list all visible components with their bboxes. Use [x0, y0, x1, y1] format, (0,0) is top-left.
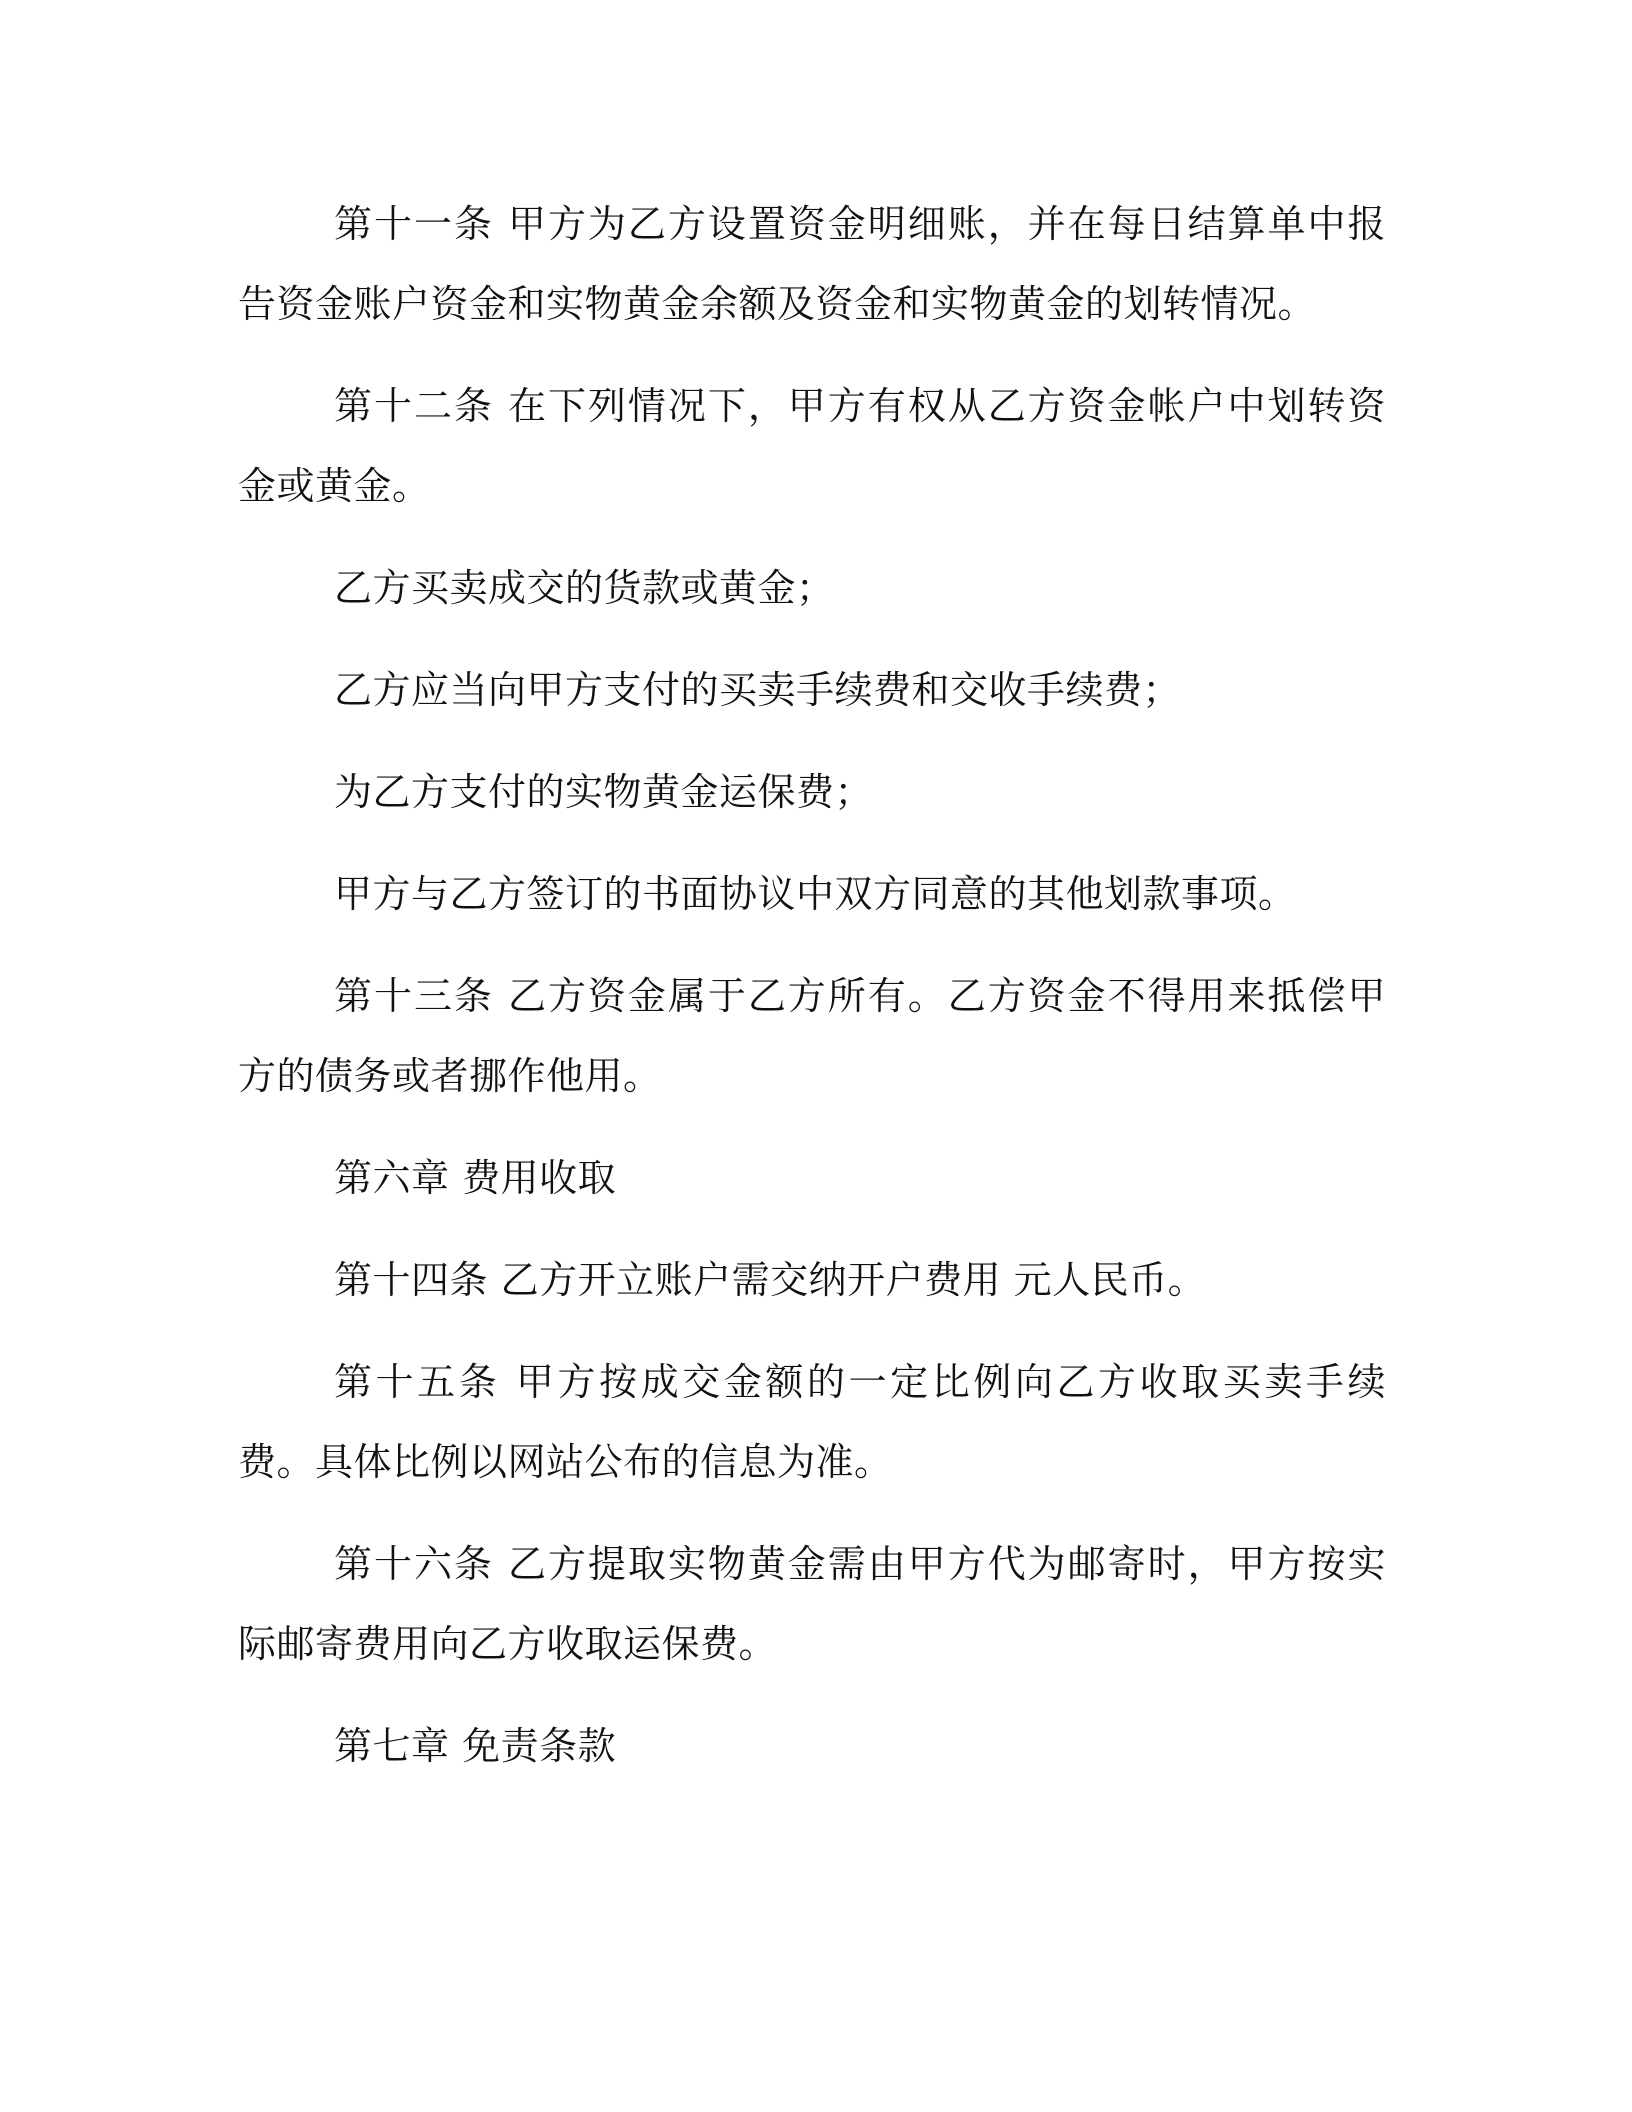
article-13-paragraph: 第十三条 乙方资金属于乙方所有。乙方资金不得用来抵偿甲方的债务或者挪作他用。	[238, 974, 1386, 1098]
article-12-paragraph: 第十二条 在下列情况下，甲方有权从乙方资金帐户中划转资金或黄金。	[238, 384, 1386, 508]
chapter-6-heading: 第六章 费用收取	[334, 1156, 617, 1200]
article-14-paragraph: 第十四条 乙方开立账户需交纳开户费用 元人民币。	[334, 1258, 1207, 1302]
article-16-paragraph: 第十六条 乙方提取实物黄金需由甲方代为邮寄时，甲方按实际邮寄费用向乙方收取运保费。	[238, 1542, 1386, 1666]
list-item-goods-payment: 乙方买卖成交的货款或黄金；	[334, 566, 835, 610]
document-body	[238, 184, 1386, 1808]
chapter-7-heading: 第七章 免责条款	[334, 1724, 617, 1768]
list-item-other-transfers: 甲方与乙方签订的书面协议中双方同意的其他划款事项。	[334, 872, 1297, 916]
list-item-trading-fees: 乙方应当向甲方支付的买卖手续费和交收手续费；	[334, 668, 1182, 712]
article-15-paragraph: 第十五条 甲方按成交金额的一定比例向乙方收取买卖手续费。具体比例以网站公布的信息为准。	[238, 1360, 1386, 1484]
article-11-paragraph: 第十一条 甲方为乙方设置资金明细账，并在每日结算单中报告资金账户资金和实物黄金余额及资金和实物黄金的划转情况。	[238, 202, 1386, 326]
list-item-shipping-insurance: 为乙方支付的实物黄金运保费；	[334, 770, 874, 814]
